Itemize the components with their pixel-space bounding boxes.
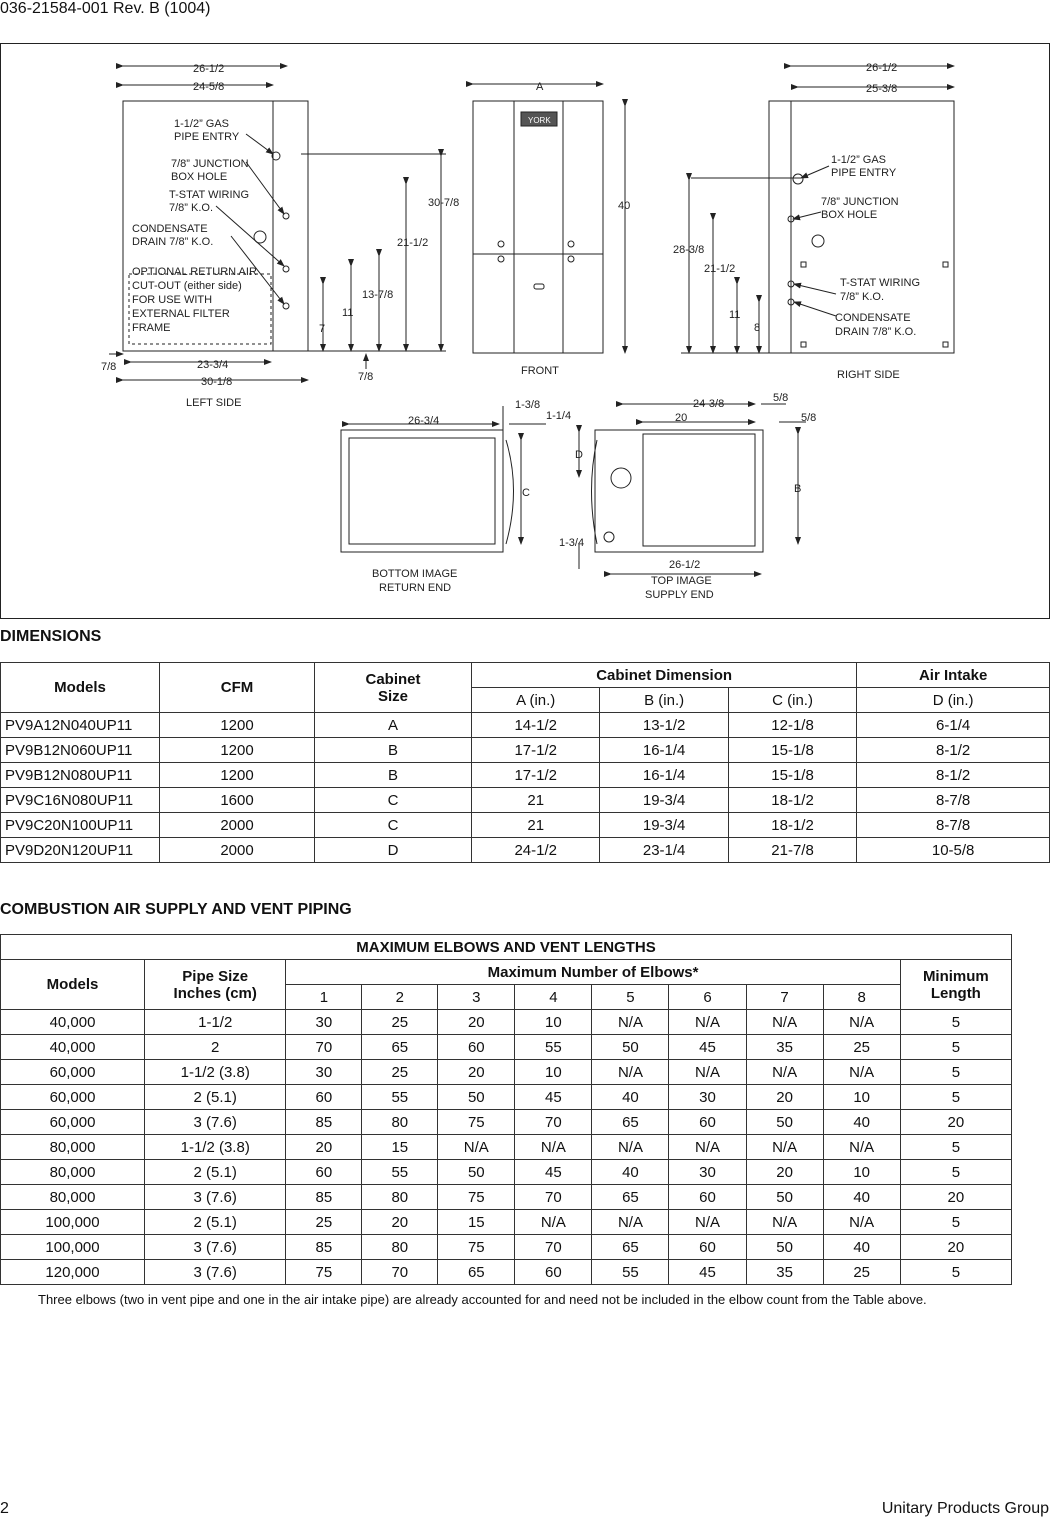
top-dim-b: B <box>794 483 802 495</box>
combustion-cell: N/A <box>592 1010 669 1035</box>
dimensions-cell: 24-1/2 <box>472 838 600 863</box>
combustion-cell: 65 <box>592 1110 669 1135</box>
dimensions-cell: PV9D20N120UP11 <box>1 838 160 863</box>
combustion-cell: 80,000 <box>1 1185 145 1210</box>
combustion-cell: 60,000 <box>1 1085 145 1110</box>
combustion-cell: 2 (5.1) <box>145 1160 286 1185</box>
combustion-cell: 20 <box>900 1110 1011 1135</box>
combustion-cell: 60 <box>286 1160 362 1185</box>
combustion-cell: 70 <box>515 1235 592 1260</box>
combustion-cell: N/A <box>746 1060 823 1085</box>
dimensions-cell: 23-1/4 <box>600 838 728 863</box>
combustion-cell: 55 <box>592 1260 669 1285</box>
combustion-cell: 65 <box>438 1260 515 1285</box>
combustion-cell: 2 (5.1) <box>145 1210 286 1235</box>
combustion-cell: 65 <box>362 1035 438 1060</box>
bottom-dim-width: 26-3/4 <box>408 415 440 427</box>
combustion-cell: 25 <box>362 1010 438 1035</box>
combustion-cell: 30 <box>286 1010 362 1035</box>
combustion-cell: N/A <box>746 1135 823 1160</box>
combustion-cell: 70 <box>286 1035 362 1060</box>
combustion-cell: 40,000 <box>1 1035 145 1060</box>
combustion-row <box>1 1010 1012 1035</box>
combustion-cell: 2 <box>145 1035 286 1060</box>
dimension-drawing <box>0 43 1050 619</box>
combustion-cell: 50 <box>438 1160 515 1185</box>
col-elbow-count: 3 <box>438 985 515 1010</box>
dimensions-cell: 2000 <box>160 838 315 863</box>
right-side-caption: RIGHT SIDE <box>837 369 900 381</box>
combustion-cell: 40 <box>823 1110 900 1135</box>
dimensions-cell: B <box>315 738 472 763</box>
combustion-cell: 45 <box>515 1160 592 1185</box>
right-junction-label-1: 7/8” JUNCTION <box>821 196 899 208</box>
combustion-cell: N/A <box>592 1135 669 1160</box>
left-dim-h1: 30-7/8 <box>428 197 460 209</box>
combustion-cell: 50 <box>592 1035 669 1060</box>
combustion-cell: N/A <box>515 1135 592 1160</box>
combustion-cell: 50 <box>746 1110 823 1135</box>
dimensions-cell: 1200 <box>160 738 315 763</box>
combustion-row <box>1 1185 1012 1210</box>
bottom-caption-1: BOTTOM IMAGE <box>372 568 458 580</box>
dimensions-cell: 12-1/8 <box>728 713 856 738</box>
combustion-cell: 3 (7.6) <box>145 1110 286 1135</box>
combustion-cell: 2 (5.1) <box>145 1085 286 1110</box>
combustion-cell: 50 <box>746 1235 823 1260</box>
bottom-dim-d1: 1-3/8 <box>515 399 541 411</box>
right-junction-label-2: BOX HOLE <box>821 209 878 221</box>
combustion-cell: 80,000 <box>1 1160 145 1185</box>
combustion-cell: N/A <box>746 1210 823 1235</box>
combustion-cell: N/A <box>669 1210 746 1235</box>
col-cabinet-size-line2: Size <box>377 687 408 705</box>
bottom-image-panel <box>341 430 503 552</box>
combustion-cell: 15 <box>438 1210 515 1235</box>
dimensions-cell: 1600 <box>160 788 315 813</box>
top-dim-r1: 5/8 <box>773 392 789 404</box>
combustion-cell: 10 <box>823 1085 900 1110</box>
combustion-cell: 60 <box>438 1035 515 1060</box>
dimensions-cell: 6-1/4 <box>857 713 1050 738</box>
combustion-cell: 5 <box>900 1010 1011 1035</box>
combustion-cell: 80,000 <box>1 1135 145 1160</box>
left-condensate-label-2: DRAIN 7/8” K.O. <box>132 236 214 248</box>
dimensions-table <box>0 662 1050 863</box>
right-dim-w1: 26-1/2 <box>866 62 898 74</box>
left-dim-b3: 30-1/8 <box>201 376 233 388</box>
dimensions-cell: 8-1/2 <box>857 738 1050 763</box>
combustion-cell: 75 <box>438 1110 515 1135</box>
combustion-cell: 40 <box>823 1235 900 1260</box>
dimensions-cell: PV9A12N040UP11 <box>1 713 160 738</box>
combustion-row <box>1 1160 1012 1185</box>
combustion-cell: 20 <box>746 1085 823 1110</box>
combustion-cell: N/A <box>823 1010 900 1035</box>
left-tstat-label-1: T-STAT WIRING <box>169 189 250 201</box>
col-cabinet-size <box>315 663 472 713</box>
combustion-cell: 20 <box>900 1235 1011 1260</box>
dimensions-cell: PV9C20N100UP11 <box>1 813 160 838</box>
combustion-cell: 45 <box>669 1260 746 1285</box>
dimensions-cell: 16-1/4 <box>600 738 728 763</box>
col-air-intake: Air Intake <box>857 663 1050 688</box>
combustion-cell: 50 <box>746 1185 823 1210</box>
combustion-cell: 70 <box>362 1260 438 1285</box>
combustion-cell: 35 <box>746 1035 823 1060</box>
combustion-cell: 80 <box>362 1110 438 1135</box>
combustion-cell: 5 <box>900 1160 1011 1185</box>
col-pipe-size <box>145 960 286 1010</box>
dimensions-cell: 8-7/8 <box>857 813 1050 838</box>
combustion-row <box>1 1035 1012 1060</box>
document-id: 036-21584-001 Rev. B (1004) <box>0 0 211 17</box>
combustion-table <box>0 934 1012 1285</box>
combustion-row <box>1 1110 1012 1135</box>
top-dim-r2: 5/8 <box>801 412 817 424</box>
dimensions-cell: A <box>315 713 472 738</box>
combustion-cell: 60 <box>669 1185 746 1210</box>
combustion-cell: N/A <box>515 1210 592 1235</box>
combustion-cell: 30 <box>286 1060 362 1085</box>
combustion-cell: N/A <box>669 1060 746 1085</box>
combustion-cell: 20 <box>362 1210 438 1235</box>
combustion-cell: 70 <box>515 1185 592 1210</box>
combustion-cell: 65 <box>592 1235 669 1260</box>
dimensions-cell: 16-1/4 <box>600 763 728 788</box>
combustion-cell: 75 <box>438 1235 515 1260</box>
right-dim-h4: 8 <box>754 322 761 334</box>
combustion-cell: 40,000 <box>1 1010 145 1035</box>
combustion-cell: 75 <box>286 1260 362 1285</box>
top-caption-2: SUPPLY END <box>645 589 714 601</box>
dimensions-title: DIMENSIONS <box>0 628 102 645</box>
dimensions-row <box>1 838 1050 863</box>
dimensions-cell: 10-5/8 <box>857 838 1050 863</box>
left-tstat-label-2: 7/8” K.O. <box>169 202 214 214</box>
combustion-cell: 85 <box>286 1235 362 1260</box>
bottom-dim-height: C <box>522 487 530 499</box>
combustion-cell: 100,000 <box>1 1210 145 1235</box>
left-optional-label-5: FRAME <box>132 322 171 334</box>
combustion-footnote: Three elbows (two in vent pipe and one in the air intake pipe) are already accounted for and need not be included in the elbow count from the Table above. <box>38 1292 927 1307</box>
combustion-cell: 5 <box>900 1210 1011 1235</box>
col-elbow-count: 4 <box>515 985 592 1010</box>
left-junction-label-1: 7/8” JUNCTION <box>171 158 249 170</box>
dimensions-cell: C <box>315 788 472 813</box>
combustion-cell: 55 <box>515 1035 592 1060</box>
combustion-cell: 1-1/2 (3.8) <box>145 1135 286 1160</box>
combustion-cell: 5 <box>900 1060 1011 1085</box>
dimensions-cell: 8-7/8 <box>857 788 1050 813</box>
col-elbow-count: 5 <box>592 985 669 1010</box>
col-comb-models: Models <box>1 960 145 1010</box>
left-gas-label-2: PIPE ENTRY <box>174 131 240 143</box>
combustion-cell: 60 <box>669 1110 746 1135</box>
dimensions-cell: 1200 <box>160 713 315 738</box>
left-junction-label-2: BOX HOLE <box>171 171 228 183</box>
combustion-row <box>1 1235 1012 1260</box>
combustion-cell: N/A <box>823 1135 900 1160</box>
combustion-cell: 35 <box>746 1260 823 1285</box>
combustion-cell: 15 <box>362 1135 438 1160</box>
dimensions-row <box>1 813 1050 838</box>
col-min-length <box>900 960 1011 1010</box>
dimensions-cell: 18-1/2 <box>728 788 856 813</box>
col-models: Models <box>1 663 160 713</box>
right-gas-label-2: PIPE ENTRY <box>831 167 897 179</box>
combustion-cell: 60,000 <box>1 1060 145 1085</box>
col-elbow-count: 7 <box>746 985 823 1010</box>
left-optional-label-1: OPTIONAL RETURN AIR <box>132 266 257 278</box>
combustion-row <box>1 1210 1012 1235</box>
combustion-cell: N/A <box>823 1210 900 1235</box>
col-pipe-size-line2: Inches (cm) <box>173 984 257 1002</box>
combustion-cell: 25 <box>823 1035 900 1060</box>
combustion-cell: 30 <box>669 1160 746 1185</box>
left-dim-b1: 7/8 <box>101 361 117 373</box>
left-dim-h3: 13-7/8 <box>362 289 394 301</box>
right-dim-h2: 21-1/2 <box>704 263 736 275</box>
combustion-cell: 60 <box>286 1085 362 1110</box>
combustion-cell: 3 (7.6) <box>145 1185 286 1210</box>
top-dim-bottom-w: 26-1/2 <box>669 559 701 571</box>
combustion-cell: 5 <box>900 1260 1011 1285</box>
dimensions-cell: PV9B12N060UP11 <box>1 738 160 763</box>
left-dim-b4: 7/8 <box>358 371 374 383</box>
combustion-cell: 60,000 <box>1 1110 145 1135</box>
left-optional-label-4: EXTERNAL FILTER <box>132 308 230 320</box>
left-dim-b2: 23-3/4 <box>197 359 229 371</box>
combustion-cell: 5 <box>900 1135 1011 1160</box>
combustion-cell: 45 <box>515 1085 592 1110</box>
combustion-cell: 40 <box>823 1185 900 1210</box>
left-dim-h2: 21-1/2 <box>397 237 429 249</box>
dimensions-cell: 19-3/4 <box>600 813 728 838</box>
dimension-drawing-svg <box>1 44 1049 618</box>
combustion-cell: N/A <box>823 1060 900 1085</box>
dimensions-cell: 15-1/8 <box>728 738 856 763</box>
combustion-cell: N/A <box>592 1060 669 1085</box>
combustion-cell: 20 <box>438 1010 515 1035</box>
combustion-cell: 120,000 <box>1 1260 145 1285</box>
col-cfm: CFM <box>160 663 315 713</box>
dimensions-cell: 21-7/8 <box>728 838 856 863</box>
combustion-table-title: MAXIMUM ELBOWS AND VENT LENGTHS <box>1 935 1012 960</box>
combustion-cell: 3 (7.6) <box>145 1260 286 1285</box>
front-dim-width: A <box>536 81 544 93</box>
combustion-row <box>1 1060 1012 1085</box>
combustion-title: COMBUSTION AIR SUPPLY AND VENT PIPING <box>0 901 352 918</box>
combustion-cell: 70 <box>515 1110 592 1135</box>
dimensions-row <box>1 738 1050 763</box>
combustion-row <box>1 1135 1012 1160</box>
col-b: B (in.) <box>600 688 728 713</box>
right-gas-label-1: 1-1/2” GAS <box>831 154 887 166</box>
top-dim-w2: 20 <box>675 412 688 424</box>
combustion-cell: 65 <box>592 1185 669 1210</box>
combustion-cell: 55 <box>362 1085 438 1110</box>
left-optional-label-3: FOR USE WITH <box>132 294 213 306</box>
combustion-cell: 50 <box>438 1085 515 1110</box>
company-name: Unitary Products Group <box>881 1500 1049 1517</box>
left-optional-label-2: CUT-OUT (either side) <box>132 280 242 292</box>
dimensions-cell: 17-1/2 <box>472 763 600 788</box>
right-dim-w2: 25-3/8 <box>866 83 898 95</box>
combustion-cell: 100,000 <box>1 1235 145 1260</box>
combustion-cell: 3 (7.6) <box>145 1235 286 1260</box>
col-elbow-count: 8 <box>823 985 900 1010</box>
combustion-cell: N/A <box>669 1010 746 1035</box>
col-max-elbows: Maximum Number of Elbows* <box>286 960 900 985</box>
left-dim-w1: 26-1/2 <box>193 63 225 75</box>
dimensions-cell: B <box>315 763 472 788</box>
dimensions-row <box>1 788 1050 813</box>
dimensions-cell: PV9C16N080UP11 <box>1 788 160 813</box>
combustion-cell: 45 <box>669 1035 746 1060</box>
front-caption: FRONT <box>521 365 559 377</box>
dimensions-cell: 19-3/4 <box>600 788 728 813</box>
dimensions-cell: 17-1/2 <box>472 738 600 763</box>
dimensions-cell: 8-1/2 <box>857 763 1050 788</box>
combustion-cell: 80 <box>362 1235 438 1260</box>
col-cabinet-dimension: Cabinet Dimension <box>472 663 857 688</box>
dimensions-cell: 21 <box>472 788 600 813</box>
right-tstat-label-1: T-STAT WIRING <box>840 277 921 289</box>
right-condensate-label-1: CONDENSATE <box>835 312 911 324</box>
col-elbow-count: 6 <box>669 985 746 1010</box>
combustion-cell: 20 <box>900 1185 1011 1210</box>
top-caption-1: TOP IMAGE <box>651 575 712 587</box>
combustion-cell: 30 <box>669 1085 746 1110</box>
right-dim-h1: 28-3/8 <box>673 244 705 256</box>
front-cabinet <box>473 101 603 353</box>
col-d: D (in.) <box>857 688 1050 713</box>
dimensions-row <box>1 763 1050 788</box>
dimensions-cell: 18-1/2 <box>728 813 856 838</box>
combustion-cell: 25 <box>823 1260 900 1285</box>
dimensions-cell: 21 <box>472 813 600 838</box>
col-elbow-count: 2 <box>362 985 438 1010</box>
col-min-length-line2: Length <box>930 984 981 1002</box>
combustion-cell: 20 <box>438 1060 515 1085</box>
right-dim-h3: 11 <box>729 309 741 321</box>
col-elbow-count: 1 <box>286 985 362 1010</box>
combustion-cell: 5 <box>900 1035 1011 1060</box>
bottom-caption-2: RETURN END <box>379 582 452 594</box>
front-brand-logo: YORK <box>528 116 551 125</box>
bottom-dim-d2: 1-1/4 <box>546 410 572 422</box>
left-dim-h4: 11 <box>342 307 354 319</box>
right-tstat-label-2: 7/8” K.O. <box>840 291 885 303</box>
combustion-cell: N/A <box>669 1135 746 1160</box>
dimensions-row <box>1 713 1050 738</box>
top-dim-w1: 24-3/8 <box>693 398 725 410</box>
combustion-cell: 60 <box>669 1235 746 1260</box>
combustion-cell: 75 <box>438 1185 515 1210</box>
col-a: A (in.) <box>472 688 600 713</box>
combustion-cell: 1-1/2 <box>145 1010 286 1035</box>
dimensions-cell: 13-1/2 <box>600 713 728 738</box>
top-dim-bottom-off: 1-3/4 <box>559 537 585 549</box>
right-condensate-label-2: DRAIN 7/8” K.O. <box>835 326 917 338</box>
combustion-row <box>1 1085 1012 1110</box>
dimensions-cell: C <box>315 813 472 838</box>
combustion-cell: 85 <box>286 1185 362 1210</box>
combustion-cell: 55 <box>362 1160 438 1185</box>
top-image-panel <box>595 430 763 552</box>
top-dim-d: D <box>575 449 583 461</box>
combustion-row <box>1 1260 1012 1285</box>
dimensions-cell: 14-1/2 <box>472 713 600 738</box>
left-dim-w2: 24-5/8 <box>193 81 225 93</box>
front-dim-height: 40 <box>618 200 631 212</box>
combustion-cell: N/A <box>438 1135 515 1160</box>
combustion-cell: 5 <box>900 1085 1011 1110</box>
dimensions-cell: PV9B12N080UP11 <box>1 763 160 788</box>
combustion-cell: N/A <box>592 1210 669 1235</box>
combustion-cell: 10 <box>823 1160 900 1185</box>
combustion-cell: 60 <box>515 1260 592 1285</box>
combustion-cell: 20 <box>286 1135 362 1160</box>
left-dim-h5: 7 <box>319 323 326 335</box>
combustion-cell: N/A <box>746 1010 823 1035</box>
left-condensate-label-1: CONDENSATE <box>132 223 208 235</box>
combustion-cell: 10 <box>515 1010 592 1035</box>
left-side-caption: LEFT SIDE <box>186 397 242 409</box>
left-gas-label-1: 1-1/2” GAS <box>174 118 230 130</box>
col-cabinet-size-line1: Cabinet <box>365 670 421 688</box>
col-c: C (in.) <box>728 688 856 713</box>
col-min-length-line1: Minimum <box>922 967 989 985</box>
combustion-cell: 40 <box>592 1085 669 1110</box>
combustion-cell: 25 <box>362 1060 438 1085</box>
page-number: 2 <box>0 1500 9 1517</box>
dimensions-cell: 1200 <box>160 763 315 788</box>
combustion-cell: 20 <box>746 1160 823 1185</box>
col-pipe-size-line1: Pipe Size <box>182 967 249 985</box>
dimensions-cell: D <box>315 838 472 863</box>
combustion-cell: 40 <box>592 1160 669 1185</box>
dimensions-cell: 15-1/8 <box>728 763 856 788</box>
combustion-cell: 80 <box>362 1185 438 1210</box>
combustion-cell: 85 <box>286 1110 362 1135</box>
combustion-cell: 25 <box>286 1210 362 1235</box>
combustion-cell: 1-1/2 (3.8) <box>145 1060 286 1085</box>
dimensions-cell: 2000 <box>160 813 315 838</box>
combustion-cell: 10 <box>515 1060 592 1085</box>
